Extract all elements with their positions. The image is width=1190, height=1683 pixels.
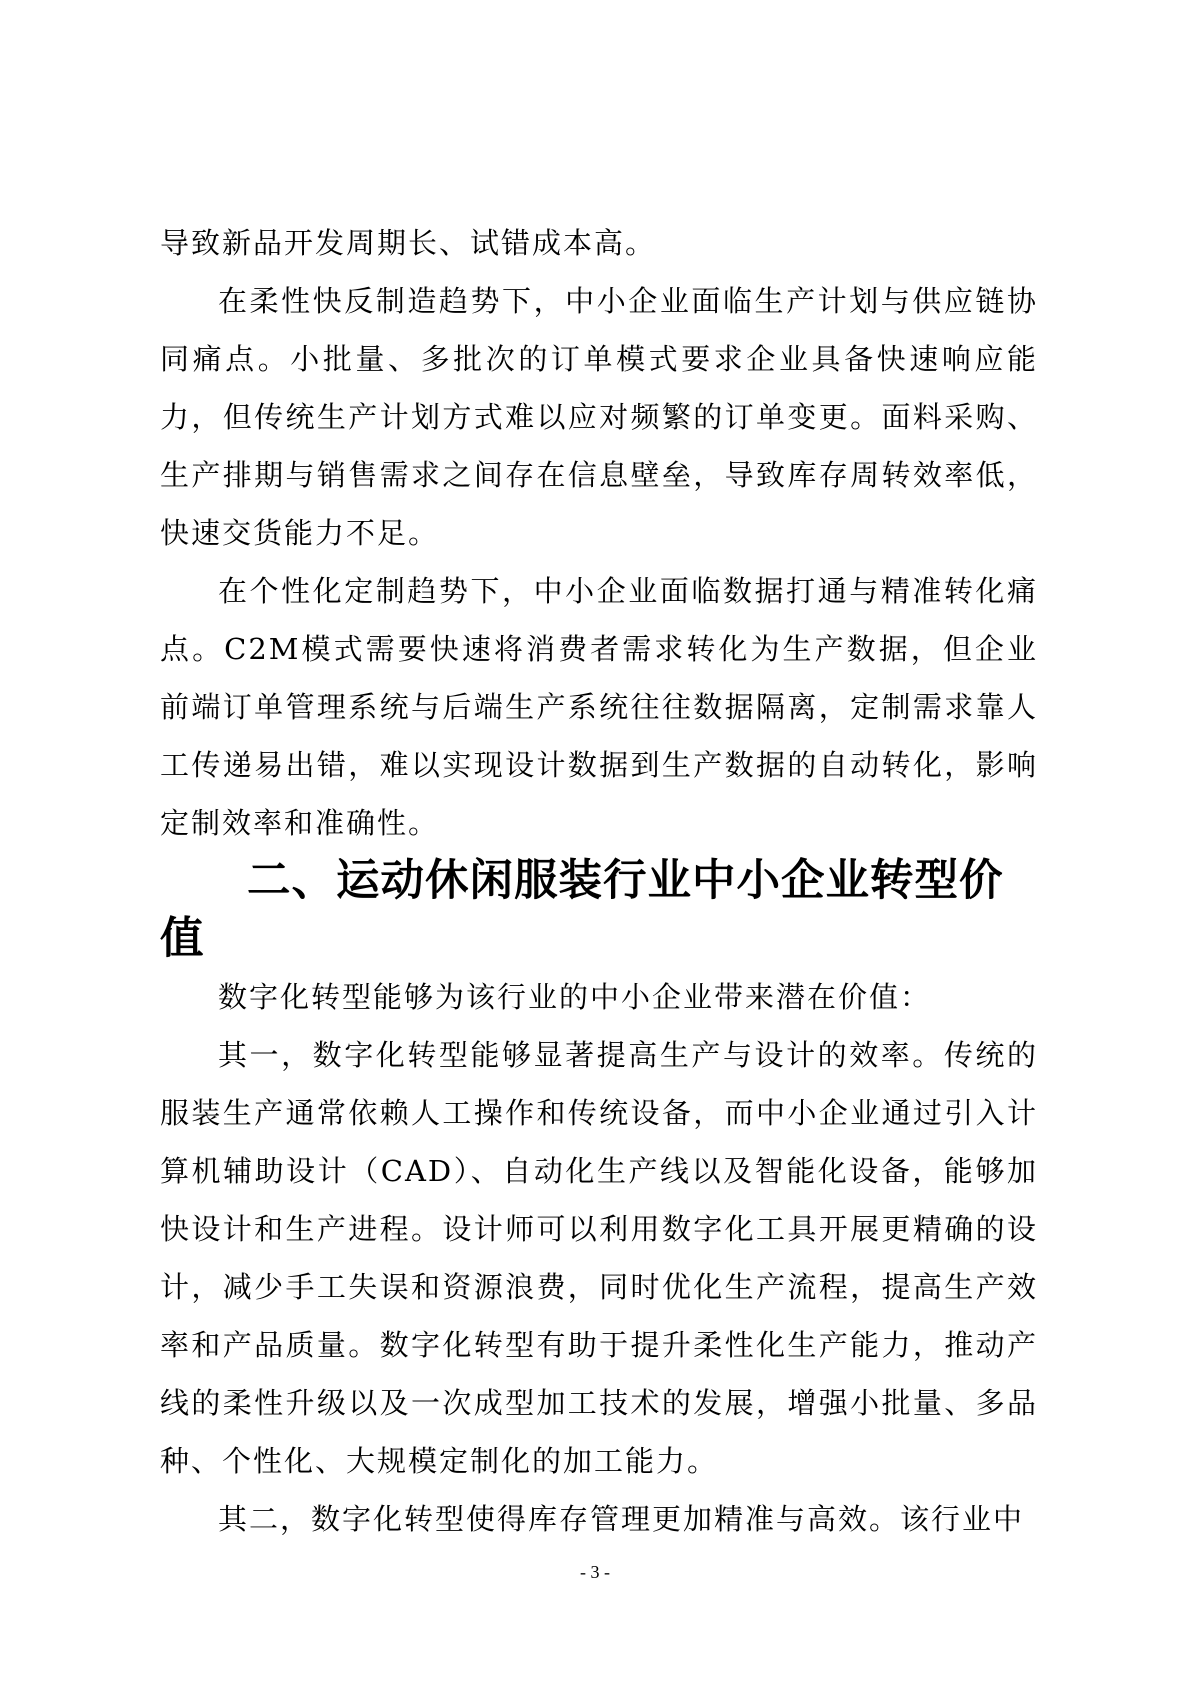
paragraph-value-intro: 数字化转型能够为该行业的中小企业带来潜在价值： xyxy=(218,980,932,1014)
page-number: - 3 - xyxy=(580,1562,610,1582)
paragraph-personalized-customization: 在个性化定制趋势下，中小企业面临数据打通与精准转化痛点。C2M模式需要快速将消费者需求转化为生产数据，但企业前端订单管理系统与后端生产系统往往数据隔离，定制需求靠人工传递易出错，难以实现设计数据到生产数据的自动转化，影响定制效率和准确性。 xyxy=(160,574,1038,840)
paragraph-flexible-manufacturing: 在柔性快反制造趋势下，中小企业面临生产计划与供应链协同痛点。小批量、多批次的订单模式要求企业具备快速响应能力，但传统生产计划方式难以应对频繁的订单变更。面料采购、生产排期与销售需求之间存在信息壁垒，导致库存周转效率低，快速交货能力不足。 xyxy=(160,284,1038,550)
document-body xyxy=(160,214,1038,1548)
section-heading: 二、运动休闲服装行业中小企业转型价值 xyxy=(160,856,1004,964)
paragraph-value-inventory: 其二，数字化转型使得库存管理更加精准与高效。该行业中 xyxy=(218,1502,1025,1536)
paragraph-continuation: 导致新品开发周期长、试错成本高。 xyxy=(160,226,657,260)
paragraph-value-efficiency: 其一，数字化转型能够显著提高生产与设计的效率。传统的服装生产通常依赖人工操作和传统设备，而中小企业通过引入计算机辅助设计（CAD）、自动化生产线以及智能化设备，能够加快设计和生产进程。设计师可以利用数字化工具开展更精确的设计，减少手工失误和资源浪费，同时优化生产流程，提高生产效率和产品质量。数字化转型有助于提升柔性化生产能力，推动产线的柔性升级以及一次成型加工技术的发展，增强小批量、多品种、个性化、大规模定制化的加工能力。 xyxy=(160,1038,1038,1478)
